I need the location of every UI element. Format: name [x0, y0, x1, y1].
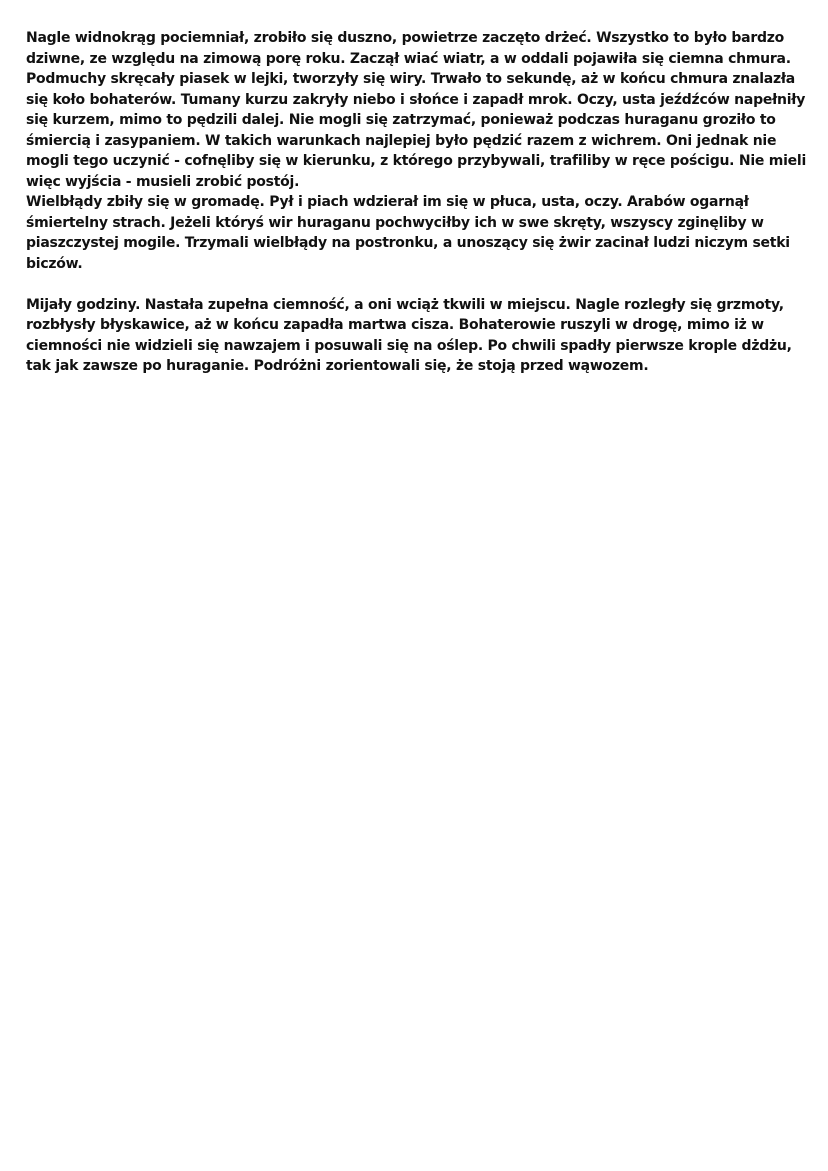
paragraph-2: Wielbłądy zbiły się w gromadę. Pył i piach wdzierał im się w płuca, usta, oczy. Arabów ogarnął śmiertelny strach. Jeżeli któryś wir huraganu pochwyciłby ich w swe skręty, wszyscy zginęliby w piaszczystej mogile. Trzymali wielbłądy na postronku, a unoszący się żwir zacinał ludzi niczym setki biczów.	[26, 194, 790, 272]
paragraph-1: Nagle widnokrąg pociemniał, zrobiło się duszno, powietrze zaczęto drżeć. Wszystko to było bardzo dziwne, ze względu na zimową porę roku. Zaczął wiać wiatr, a w oddali pojawiła się ciemna chmura. Podmuchy skręcały piasek w lejki, tworzyły się wiry. Trwało to sekundę, aż w końcu chmura znalazła się koło bohaterów. Tumany kurzu zakryły niebo i słońce i zapadł mrok. Oczy, usta jeźdźców napełniły się kurzem, mimo to pędzili dalej. Nie mogli się zatrzymać, ponieważ podczas huraganu groziło to śmiercią i zasypaniem. W takich warunkach najlepiej było pędzić razem z wichrem. Oni jednak nie mogli tego uczynić - cofnęliby się w kierunku, z którego przybywali, trafiliby w ręce pościgu. Nie mieli więc wyjścia - musieli zrobić postój.	[26, 30, 806, 190]
document-page	[26, 28, 810, 377]
paragraph-3: Mijały godziny. Nastała zupełna ciemność, a oni wciąż tkwili w miejscu. Nagle rozległy się grzmoty, rozbłysły błyskawice, aż w końcu zapadła martwa cisza. Bohaterowie ruszyli w drogę, mimo iż w ciemności nie widzieli się nawzajem i posuwali się na oślep. Po chwili spadły pierwsze krople dżdżu, tak jak zawsze po huraganie. Podróżni zorientowali się, że stoją przed wąwozem.	[26, 296, 792, 374]
